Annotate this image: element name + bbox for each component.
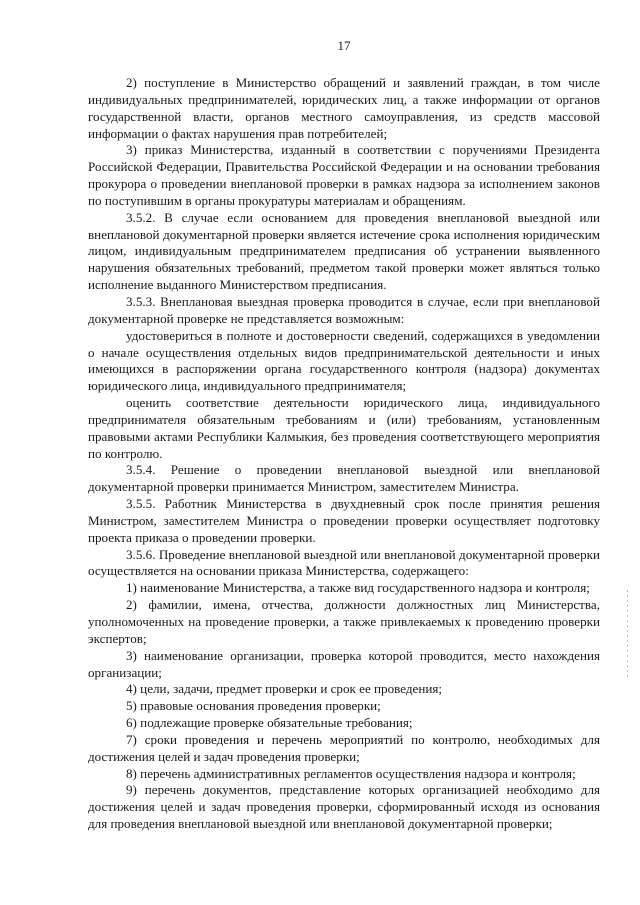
paragraph-3-5-6: 3.5.6. Проведение внеплановой выездной или внеплановой документарной проверки осуществляется на основании приказа Министерства, содержащего: (88, 546, 600, 579)
list-item-1: 1) наименование Министерства, а также вид государственного надзора и контроля; (126, 580, 590, 596)
list-item-9: 9) перечень документов, представление которых организацией необходимо для достижения целей и задач проведения проверки, сформированный исходя из основания для проведения внеплановой выездной или внеплановой документарной проверки; (88, 782, 600, 832)
paragraph-3-5-4: 3.5.4. Решение о проведении внеплановой выездной или внеплановой документарной проверки принимается Министром, заместителем Министра. (88, 462, 600, 495)
paragraph-item-2: 2) поступление в Министерство обращений и заявлений граждан, в том числе индивидуальных предпринимателей, юридических лиц, а также информации от органов государственной власти, органов местного самоуправления, из средств массовой информации о фактах нарушения прав потребителей; (88, 75, 600, 141)
document-page (88, 0, 600, 905)
list-item-2: 2) фамилии, имена, отчества, должности должностных лиц Министерства, уполномоченных на проведение проверки, а также привлекаемых к проведению проверки экспертов; (88, 597, 600, 646)
paragraph-3-5-3: 3.5.3. Внеплановая выездная проверка проводится в случае, если при внеплановой документарной проверке не представляется возможным: (88, 293, 600, 326)
list-item-6: 6) подлежащие проверке обязательные требования; (126, 715, 413, 731)
document-body (88, 75, 600, 833)
list-item-4: 4) цели, задачи, предмет проверки и срок ее проведения; (126, 681, 443, 697)
paragraph-3-5-5: 3.5.5. Работник Министерства в двухдневный срок после принятия решения Министром, заместителем Министра о проведении проверки осуществляет подготовку проекта приказа о проведении проверки. (88, 496, 600, 545)
paragraph-verify-completeness: удостовериться в полноте и достоверности сведений, содержащихся в уведомлении о начале осуществления отдельных видов предпринимательской деятельности и иных имеющихся в распоряжении органа государственного контроля (надзора) документах юридического лица, индивидуального предпринимателя; (88, 327, 600, 394)
paragraph-3-5-2: 3.5.2. В случае если основанием для проведения внеплановой выездной или внеплановой документарной проверки является истечение срока исполнения юридическим лицом, индивидуальным предпринимателем предписания об устранении выявленного нарушения обязательных требований, предметом такой проверки может являться только исполнение выданного Министерством предписания. (88, 209, 600, 293)
list-item-3: 3) наименование организации, проверка которой проводится, место нахождения организации; (88, 647, 600, 680)
paragraph-assess-compliance: оценить соответствие деятельности юридического лица, индивидуального предпринимателя обязательным требованиям и (или) требованиям, установленным правовыми актами Республики Калмыкия, без проведения соответствующего мероприятия по контролю. (88, 395, 600, 461)
list-item-8: 8) перечень административных регламентов осуществления надзора и контроля; (126, 765, 576, 781)
paragraph-item-3: 3) приказ Министерства, изданный в соответствии с поручениями Президента Российской Федерации, Правительства Российской Федерации и на основании требования прокурора о проведении внеплановой проверки в рамках надзора за исполнением законов по поступившим в органы прокуратуры материалам и обращениям. (88, 142, 600, 208)
list-item-7: 7) сроки проведения и перечень мероприятий по контролю, необходимых для достижения целей и задач проведения проверки; (88, 731, 600, 764)
page-number: 17 (337, 38, 351, 53)
list-item-5: 5) правовые основания проведения проверки; (126, 698, 381, 714)
scan-edge-mark (627, 590, 628, 680)
